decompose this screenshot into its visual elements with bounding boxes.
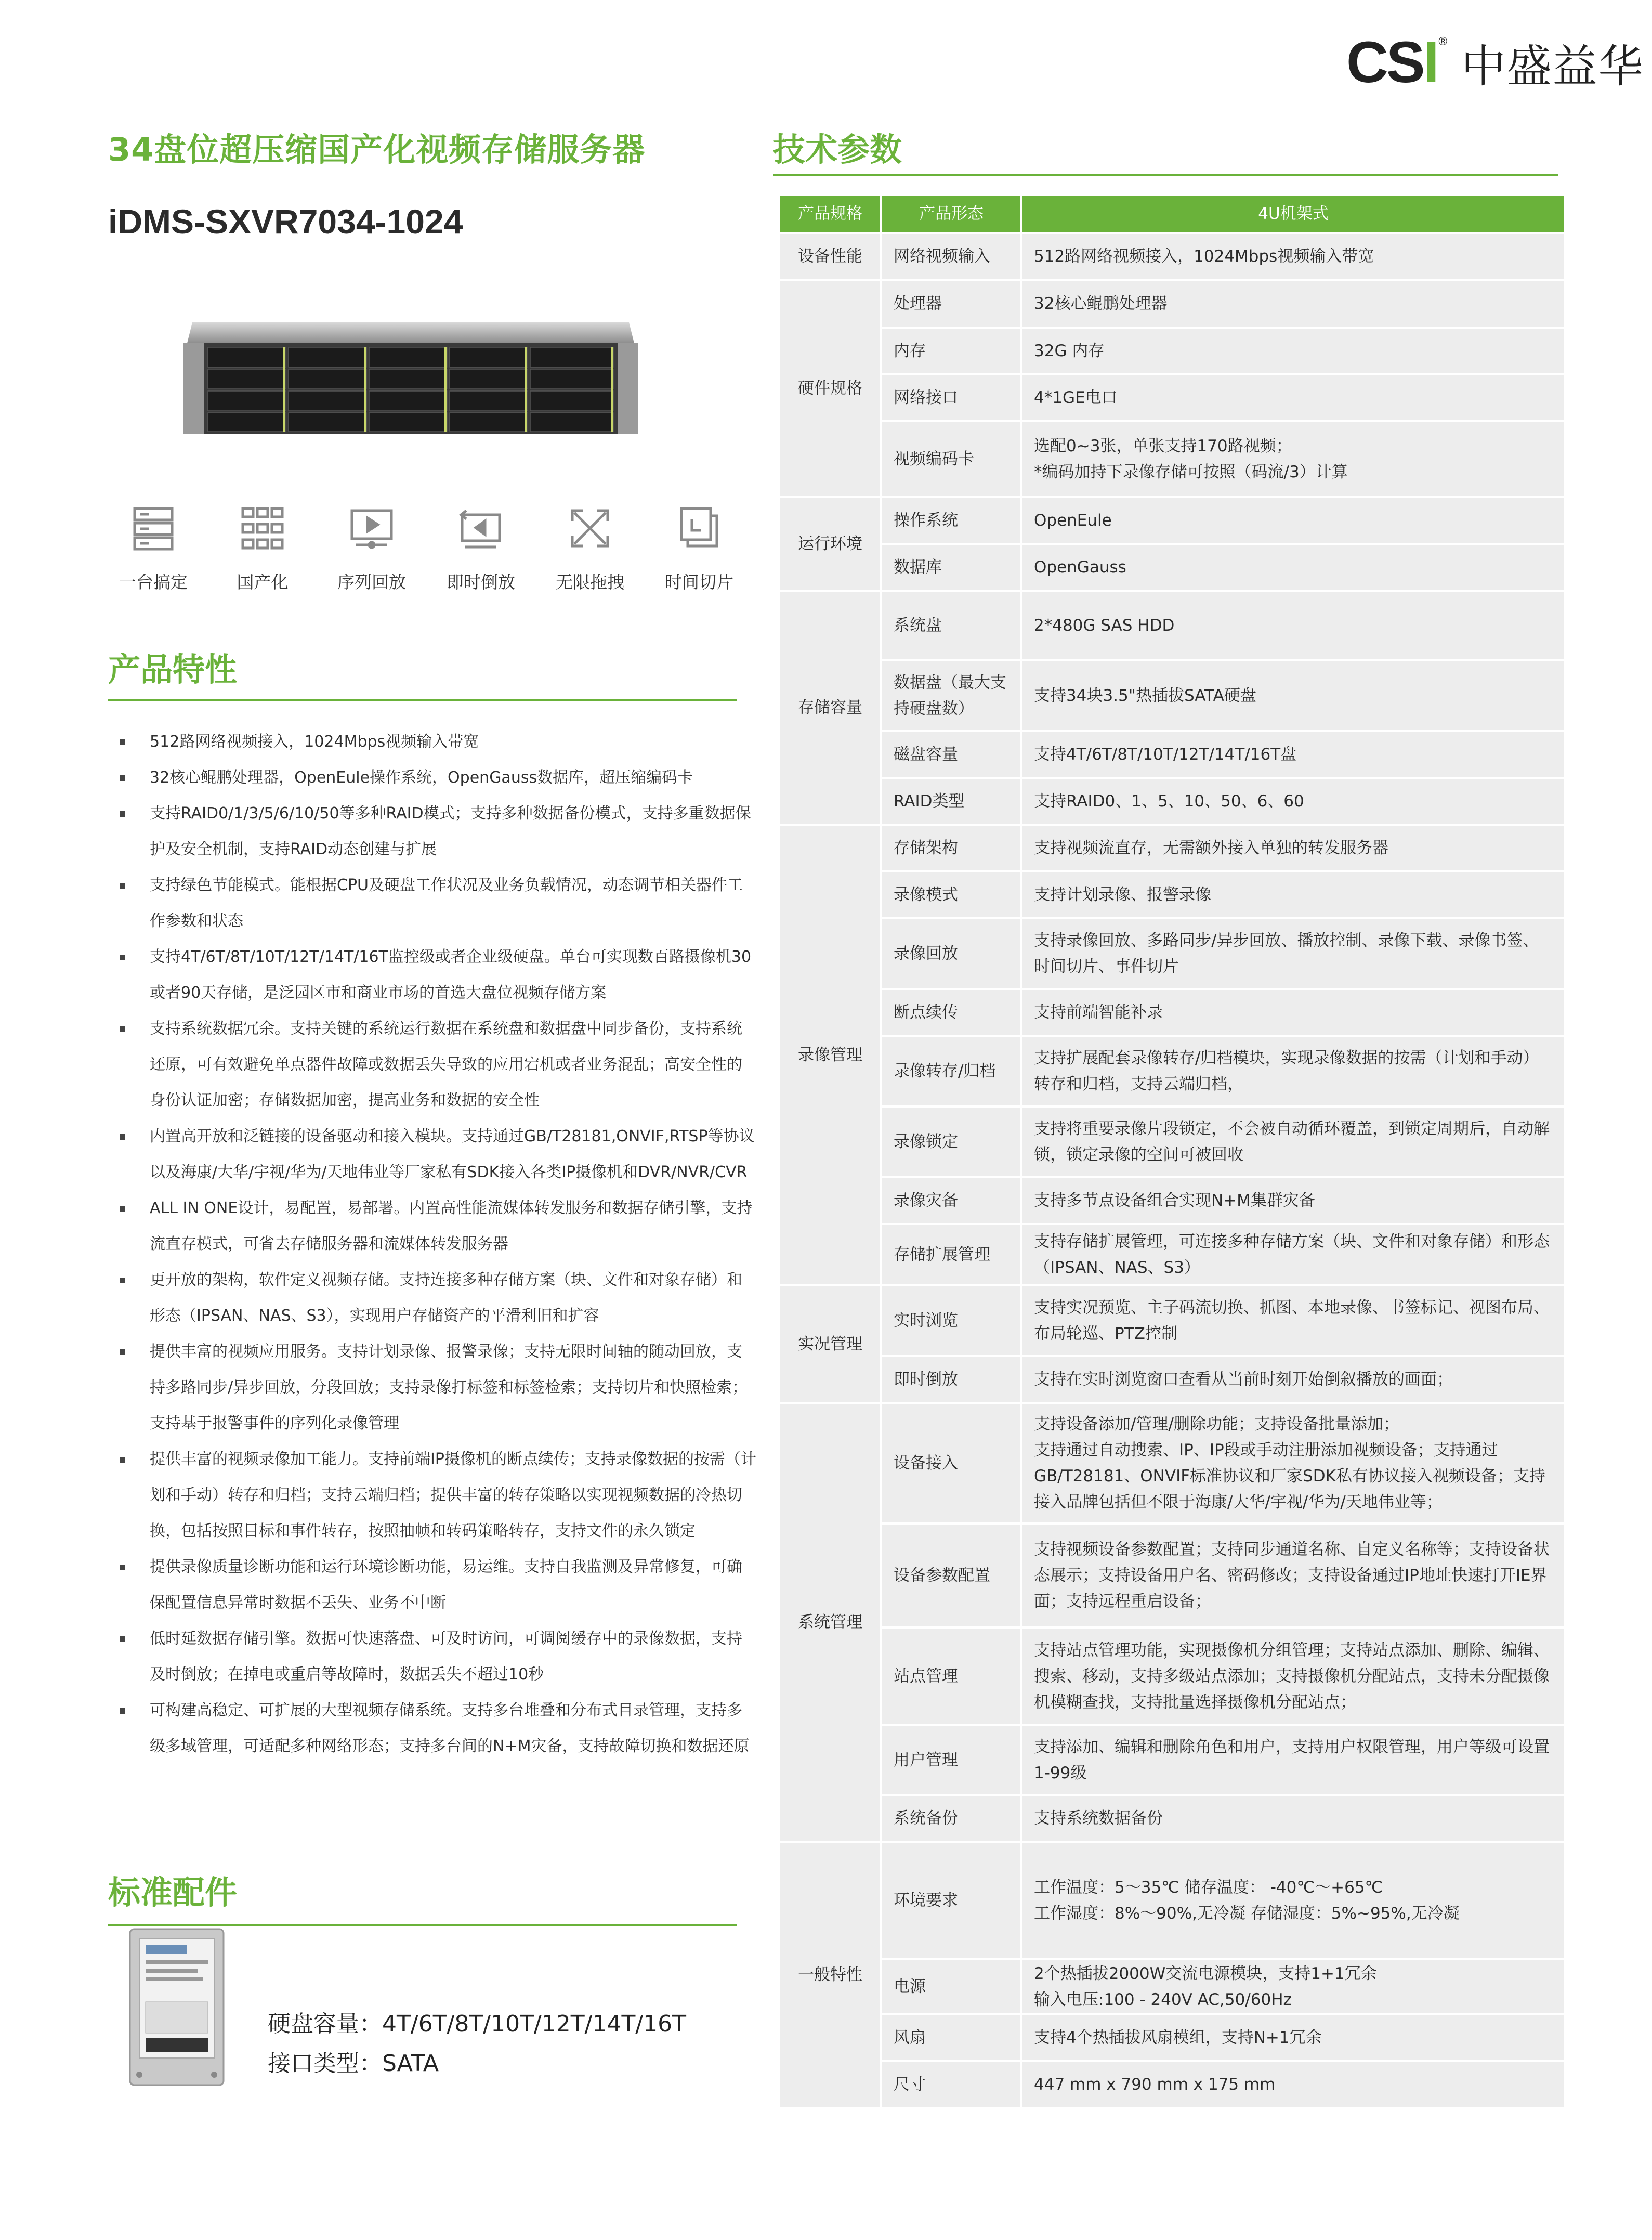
spec-item: 风扇 bbox=[881, 2014, 1021, 2061]
spec-row bbox=[779, 2014, 1565, 2061]
spec-item: 即时倒放 bbox=[881, 1356, 1021, 1403]
spec-row bbox=[779, 1106, 1565, 1177]
spec-row bbox=[779, 544, 1565, 591]
spec-value: 4*1GE电口 bbox=[1021, 374, 1565, 421]
feature-item: ALL IN ONE设计，易配置，易部署。内置高性能流媒体转发服务和数据存储引擎，支持流直存模式，可省去存储服务器和流媒体转发服务器 bbox=[112, 1190, 757, 1262]
spec-value: 447 mm x 790 mm x 175 mm bbox=[1021, 2061, 1565, 2108]
spec-value: 支持添加、编辑和删除角色和用户，支持用户权限管理，用户等级可设置1-99级 bbox=[1021, 1725, 1565, 1795]
spec-value: 支持RAID0、1、5、10、50、6、60 bbox=[1021, 778, 1565, 825]
spec-item: 录像回放 bbox=[881, 918, 1021, 989]
feature-label: 即时倒放 bbox=[447, 572, 515, 592]
feature-item: 可构建高稳定、可扩展的大型视频存储系统。支持多台堆叠和分布式目录管理，支持多级多域管理，可适配多种网络形态；支持多台间的N+M灾备，支持故障切换和数据还原 bbox=[112, 1692, 757, 1764]
spec-value: 支持存储扩展管理，可连接多种存储方案（块、文件和对象存储）和形态（IPSAN、NAS、S3） bbox=[1021, 1224, 1565, 1285]
product-title: 34盘位超压缩国产化视频存储服务器 bbox=[108, 131, 646, 168]
spec-value: 支持视频流直存，无需额外接入单独的转发服务器 bbox=[1021, 825, 1565, 871]
spec-item: 系统盘 bbox=[881, 591, 1021, 660]
feature-label: 一台搞定 bbox=[119, 572, 188, 592]
grid-icon bbox=[238, 503, 287, 553]
spec-value: 支持多节点设备组合实现N+M集群灾备 bbox=[1021, 1177, 1565, 1224]
feature-time-slice bbox=[645, 503, 754, 593]
spec-item: 断点续传 bbox=[881, 989, 1021, 1036]
spec-row bbox=[779, 374, 1565, 421]
feature-item: 支持系统数据冗余。支持关键的系统运行数据在系统盘和数据盘中同步备份，支持系统还原，可有效避免单点器件故障或数据丢失导致的应用宕机或者业务混乱；高安全性的身份认证加密；存储数据加密，提高业务和数据的安全性 bbox=[112, 1011, 757, 1118]
spec-value: 工作温度：5～35℃ 储存温度： -40℃～+65℃ 工作湿度：8%～90%,无冷凝 存储湿度：5%~95%,无冷凝 bbox=[1021, 1842, 1565, 1959]
spec-category: 设备性能 bbox=[779, 233, 881, 280]
spec-row bbox=[779, 1627, 1565, 1725]
tech-rule bbox=[773, 174, 1558, 176]
spec-row bbox=[779, 1523, 1565, 1627]
spec-value: 支持扩展配套录像转存/归档模块，实现录像数据的按需（计划和手动）转存和归档，支持云端归档， bbox=[1021, 1036, 1565, 1106]
feature-item: 提供丰富的视频录像加工能力。支持前端IP摄像机的断点续传；支持录像数据的按需（计划和手动）转存和归档；支持云端归档；提供丰富的转存策略以实现视频数据的冷热切换，包括按照目标和事件转存，按照抽帧和转码策略转存，支持文件的永久锁定 bbox=[112, 1441, 757, 1549]
spec-item: 站点管理 bbox=[881, 1627, 1021, 1725]
spec-item: 磁盘容量 bbox=[881, 731, 1021, 778]
spec-row bbox=[779, 871, 1565, 918]
features-rule bbox=[108, 699, 737, 701]
spec-value: 支持站点管理功能，实现摄像机分组管理；支持站点添加、删除、编辑、搜索、移动，支持多级站点添加；支持摄像机分配站点，支持未分配摄像机模糊查找，支持批量选择摄像机分配站点； bbox=[1021, 1627, 1565, 1725]
spec-item: 录像模式 bbox=[881, 871, 1021, 918]
spec-item: 设备参数配置 bbox=[881, 1523, 1021, 1627]
feature-label: 序列回放 bbox=[337, 572, 406, 592]
spec-row bbox=[779, 1725, 1565, 1795]
spec-row bbox=[779, 1177, 1565, 1224]
feature-item: 低时延数据存储引擎。数据可快速落盘、可及时访问，可调阅缓存中的录像数据，支持及时倒放；在掉电或重启等故障时，数据丢失不超过10秒 bbox=[112, 1621, 757, 1692]
rewind-screen-icon bbox=[456, 503, 506, 553]
spec-item: 网络接口 bbox=[881, 374, 1021, 421]
spec-row bbox=[779, 591, 1565, 660]
spec-body bbox=[779, 233, 1565, 2108]
spec-value: 支持4个热插拔风扇模组，支持N+1冗余 bbox=[1021, 2014, 1565, 2061]
spec-row bbox=[779, 778, 1565, 825]
spec-row bbox=[779, 918, 1565, 989]
spec-category: 录像管理 bbox=[779, 825, 881, 1285]
feature-item: 支持RAID0/1/3/5/6/10/50等多种RAID模式；支持多种数据备份模式，支持多重数据保护及安全机制，支持RAID动态创建与扩展 bbox=[112, 796, 757, 867]
spec-value: 支持录像回放、多路同步/异步回放、播放控制、录像下载、录像书签、时间切片、事件切片 bbox=[1021, 918, 1565, 989]
brand-registered-mark: ® bbox=[1437, 35, 1449, 48]
brand-name: 中盛益华 bbox=[1461, 41, 1644, 93]
spec-value: 支持设备添加/管理/删除功能；支持设备批量添加； 支持通过自动搜索、IP、IP段或手动注册添加视频设备；支持通过GB/T28181、ONVIF标准协议和厂家SDK私有协议接入视频设备；支持接入品牌包括但不限于海康/大华/宇视/华为/天地伟业等； bbox=[1021, 1403, 1565, 1523]
spec-value: 2个热插拔2000W交流电源模块，支持1+1冗余 输入电压:100 - 240V AC,50/60Hz bbox=[1021, 1959, 1565, 2014]
feature-rack bbox=[99, 503, 208, 593]
accessories-heading: 标准配件 bbox=[108, 1873, 238, 1911]
spec-header-row bbox=[779, 194, 1565, 233]
spec-value: 支持视频设备参数配置；支持同步通道名称、自定义名称等；支持设备状态展示；支持设备用户名、密码修改；支持设备通过IP地址快速打开IE界面；支持远程重启设备； bbox=[1021, 1523, 1565, 1627]
spec-category: 硬件规格 bbox=[779, 280, 881, 497]
spec-value: 支持4T/6T/8T/10T/12T/14T/16T盘 bbox=[1021, 731, 1565, 778]
spec-item: 录像转存/归档 bbox=[881, 1036, 1021, 1106]
spec-value: 支持计划录像、报警录像 bbox=[1021, 871, 1565, 918]
spec-value: 32核心鲲鹏处理器 bbox=[1021, 280, 1565, 328]
feature-label: 无限拖拽 bbox=[556, 572, 624, 592]
spec-item: RAID类型 bbox=[881, 778, 1021, 825]
spec-table bbox=[778, 193, 1566, 2109]
spec-row bbox=[779, 1403, 1565, 1523]
spec-row bbox=[779, 1356, 1565, 1403]
spec-item: 电源 bbox=[881, 1959, 1021, 2014]
spec-row bbox=[779, 1959, 1565, 2014]
spec-item: 实时浏览 bbox=[881, 1285, 1021, 1356]
spec-category: 一般特性 bbox=[779, 1842, 881, 2108]
product-model: iDMS-SXVR7034-1024 bbox=[108, 202, 463, 241]
spec-value: 2*480G SAS HDD bbox=[1021, 591, 1565, 660]
spec-item: 录像灾备 bbox=[881, 1177, 1021, 1224]
spec-category: 实况管理 bbox=[779, 1285, 881, 1403]
spec-category: 运行环境 bbox=[779, 497, 881, 591]
spec-value: 支持系统数据备份 bbox=[1021, 1795, 1565, 1842]
spec-row bbox=[779, 421, 1565, 497]
hard-drive-image bbox=[125, 1924, 229, 2090]
feature-label: 国产化 bbox=[237, 572, 289, 592]
spec-row bbox=[779, 825, 1565, 871]
spec-header-cell: 产品形态 bbox=[881, 194, 1021, 233]
spec-value: 支持34块3.5"热插拔SATA硬盘 bbox=[1021, 660, 1565, 731]
spec-row bbox=[779, 731, 1565, 778]
spec-value: 32G 内存 bbox=[1021, 328, 1565, 374]
server-image bbox=[177, 307, 645, 447]
feature-list bbox=[112, 724, 757, 1764]
feature-unlimited-drag bbox=[535, 503, 645, 593]
spec-value: 选配0~3张，单张支持170路视频； *编码加持下录像存储可按照（码流/3）计算 bbox=[1021, 421, 1565, 497]
feature-item: 更开放的架构，软件定义视频存储。支持连接多种存储方案（块、文件和对象存储）和形态（IPSAN、NAS、S3），实现用户存储资产的平滑利旧和扩容 bbox=[112, 1262, 757, 1334]
feature-item: 支持绿色节能模式。能根据CPU及硬盘工作状况及业务负载情况，动态调节相关器件工作参数和状态 bbox=[112, 867, 757, 939]
spec-row bbox=[779, 328, 1565, 374]
spec-item: 尺寸 bbox=[881, 2061, 1021, 2108]
spec-item: 操作系统 bbox=[881, 497, 1021, 544]
brand-logo bbox=[1346, 31, 1644, 94]
spec-row bbox=[779, 497, 1565, 544]
spec-category: 存储容量 bbox=[779, 591, 881, 825]
spec-item: 设备接入 bbox=[881, 1403, 1021, 1523]
spec-value: 支持在实时浏览窗口查看从当前时刻开始倒叙播放的画面； bbox=[1021, 1356, 1565, 1403]
feature-sequence-playback bbox=[317, 503, 426, 593]
spec-item: 内存 bbox=[881, 328, 1021, 374]
spec-item: 存储架构 bbox=[881, 825, 1021, 871]
spec-row bbox=[779, 280, 1565, 328]
spec-row bbox=[779, 989, 1565, 1036]
spec-value: OpenGauss bbox=[1021, 544, 1565, 591]
spec-item: 存储扩展管理 bbox=[881, 1224, 1021, 1285]
accessory-specs bbox=[268, 2004, 686, 2083]
tech-heading: 技术参数 bbox=[773, 131, 902, 168]
spec-row bbox=[779, 1224, 1565, 1285]
accessory-capacity: 硬盘容量：4T/6T/8T/10T/12T/14T/16T bbox=[268, 2011, 687, 2037]
spec-item: 视频编码卡 bbox=[881, 421, 1021, 497]
feature-icon-row bbox=[99, 503, 754, 593]
brand-mark: CSI bbox=[1346, 30, 1437, 95]
spec-item: 数据库 bbox=[881, 544, 1021, 591]
spec-item: 录像锁定 bbox=[881, 1106, 1021, 1177]
feature-item: 支持4T/6T/8T/10T/12T/14T/16T监控级或者企业级硬盘。单台可实现数百路摄像机30或者90天存储，是泛园区市和商业市场的首选大盘位视频存储方案 bbox=[112, 939, 757, 1011]
spec-value: 512路网络视频接入，1024Mbps视频输入带宽 bbox=[1021, 233, 1565, 280]
spec-item: 系统备份 bbox=[881, 1795, 1021, 1842]
spec-value: OpenEule bbox=[1021, 497, 1565, 544]
features-heading: 产品特性 bbox=[108, 650, 238, 688]
feature-instant-rewind bbox=[426, 503, 535, 593]
spec-item: 环境要求 bbox=[881, 1842, 1021, 1959]
accessory-interface: 接口类型：SATA bbox=[268, 2050, 439, 2077]
spec-row bbox=[779, 1795, 1565, 1842]
spec-item: 数据盘（最大支持硬盘数） bbox=[881, 660, 1021, 731]
spec-value: 支持将重要录像片段锁定，不会被自动循环覆盖，到锁定周期后，自动解锁，锁定录像的空间可被回收 bbox=[1021, 1106, 1565, 1177]
spec-row bbox=[779, 1036, 1565, 1106]
spec-header-cell: 产品规格 bbox=[779, 194, 881, 233]
feature-item: 32核心鲲鹏处理器，OpenEule操作系统，OpenGauss数据库，超压缩编码卡 bbox=[112, 760, 757, 796]
rack-icon bbox=[128, 503, 178, 553]
feature-item: 提供录像质量诊断功能和运行环境诊断功能，易运维。支持自我监测及异常修复，可确保配置信息异常时数据不丢失、业务不中断 bbox=[112, 1549, 757, 1621]
spec-header-cell: 4U机架式 bbox=[1021, 194, 1565, 233]
play-screen-icon bbox=[347, 503, 397, 553]
spec-row bbox=[779, 660, 1565, 731]
spec-item: 用户管理 bbox=[881, 1725, 1021, 1795]
frames-icon bbox=[674, 503, 724, 553]
spec-category: 系统管理 bbox=[779, 1403, 881, 1842]
spec-row bbox=[779, 1285, 1565, 1356]
feature-label: 时间切片 bbox=[665, 572, 733, 592]
spec-item: 处理器 bbox=[881, 280, 1021, 328]
feature-domestic bbox=[208, 503, 317, 593]
feature-item: 512路网络视频接入，1024Mbps视频输入带宽 bbox=[112, 724, 757, 760]
spec-value: 支持前端智能补录 bbox=[1021, 989, 1565, 1036]
feature-item: 提供丰富的视频应用服务。支持计划录像、报警录像；支持无限时间轴的随动回放，支持多路同步/异步回放，分段回放；支持录像打标签和标签检索；支持切片和快照检索；支持基于报警事件的序列化录像管理 bbox=[112, 1334, 757, 1441]
feature-item: 内置高开放和泛链接的设备驱动和接入模块。支持通过GB/T28181,ONVIF,RTSP等协议以及海康/大华/宇视/华为/天地伟业等厂家私有SDK接入各类IP摄像机和DVR/NVR/CVR bbox=[112, 1118, 757, 1190]
spec-value: 支持实况预览、主子码流切换、抓图、本地录像、书签标记、视图布局、布局轮巡、PTZ控制 bbox=[1021, 1285, 1565, 1356]
spec-row bbox=[779, 233, 1565, 280]
spec-row bbox=[779, 2061, 1565, 2108]
spec-row bbox=[779, 1842, 1565, 1959]
spec-item: 网络视频输入 bbox=[881, 233, 1021, 280]
expand-arrows-icon bbox=[565, 503, 615, 553]
